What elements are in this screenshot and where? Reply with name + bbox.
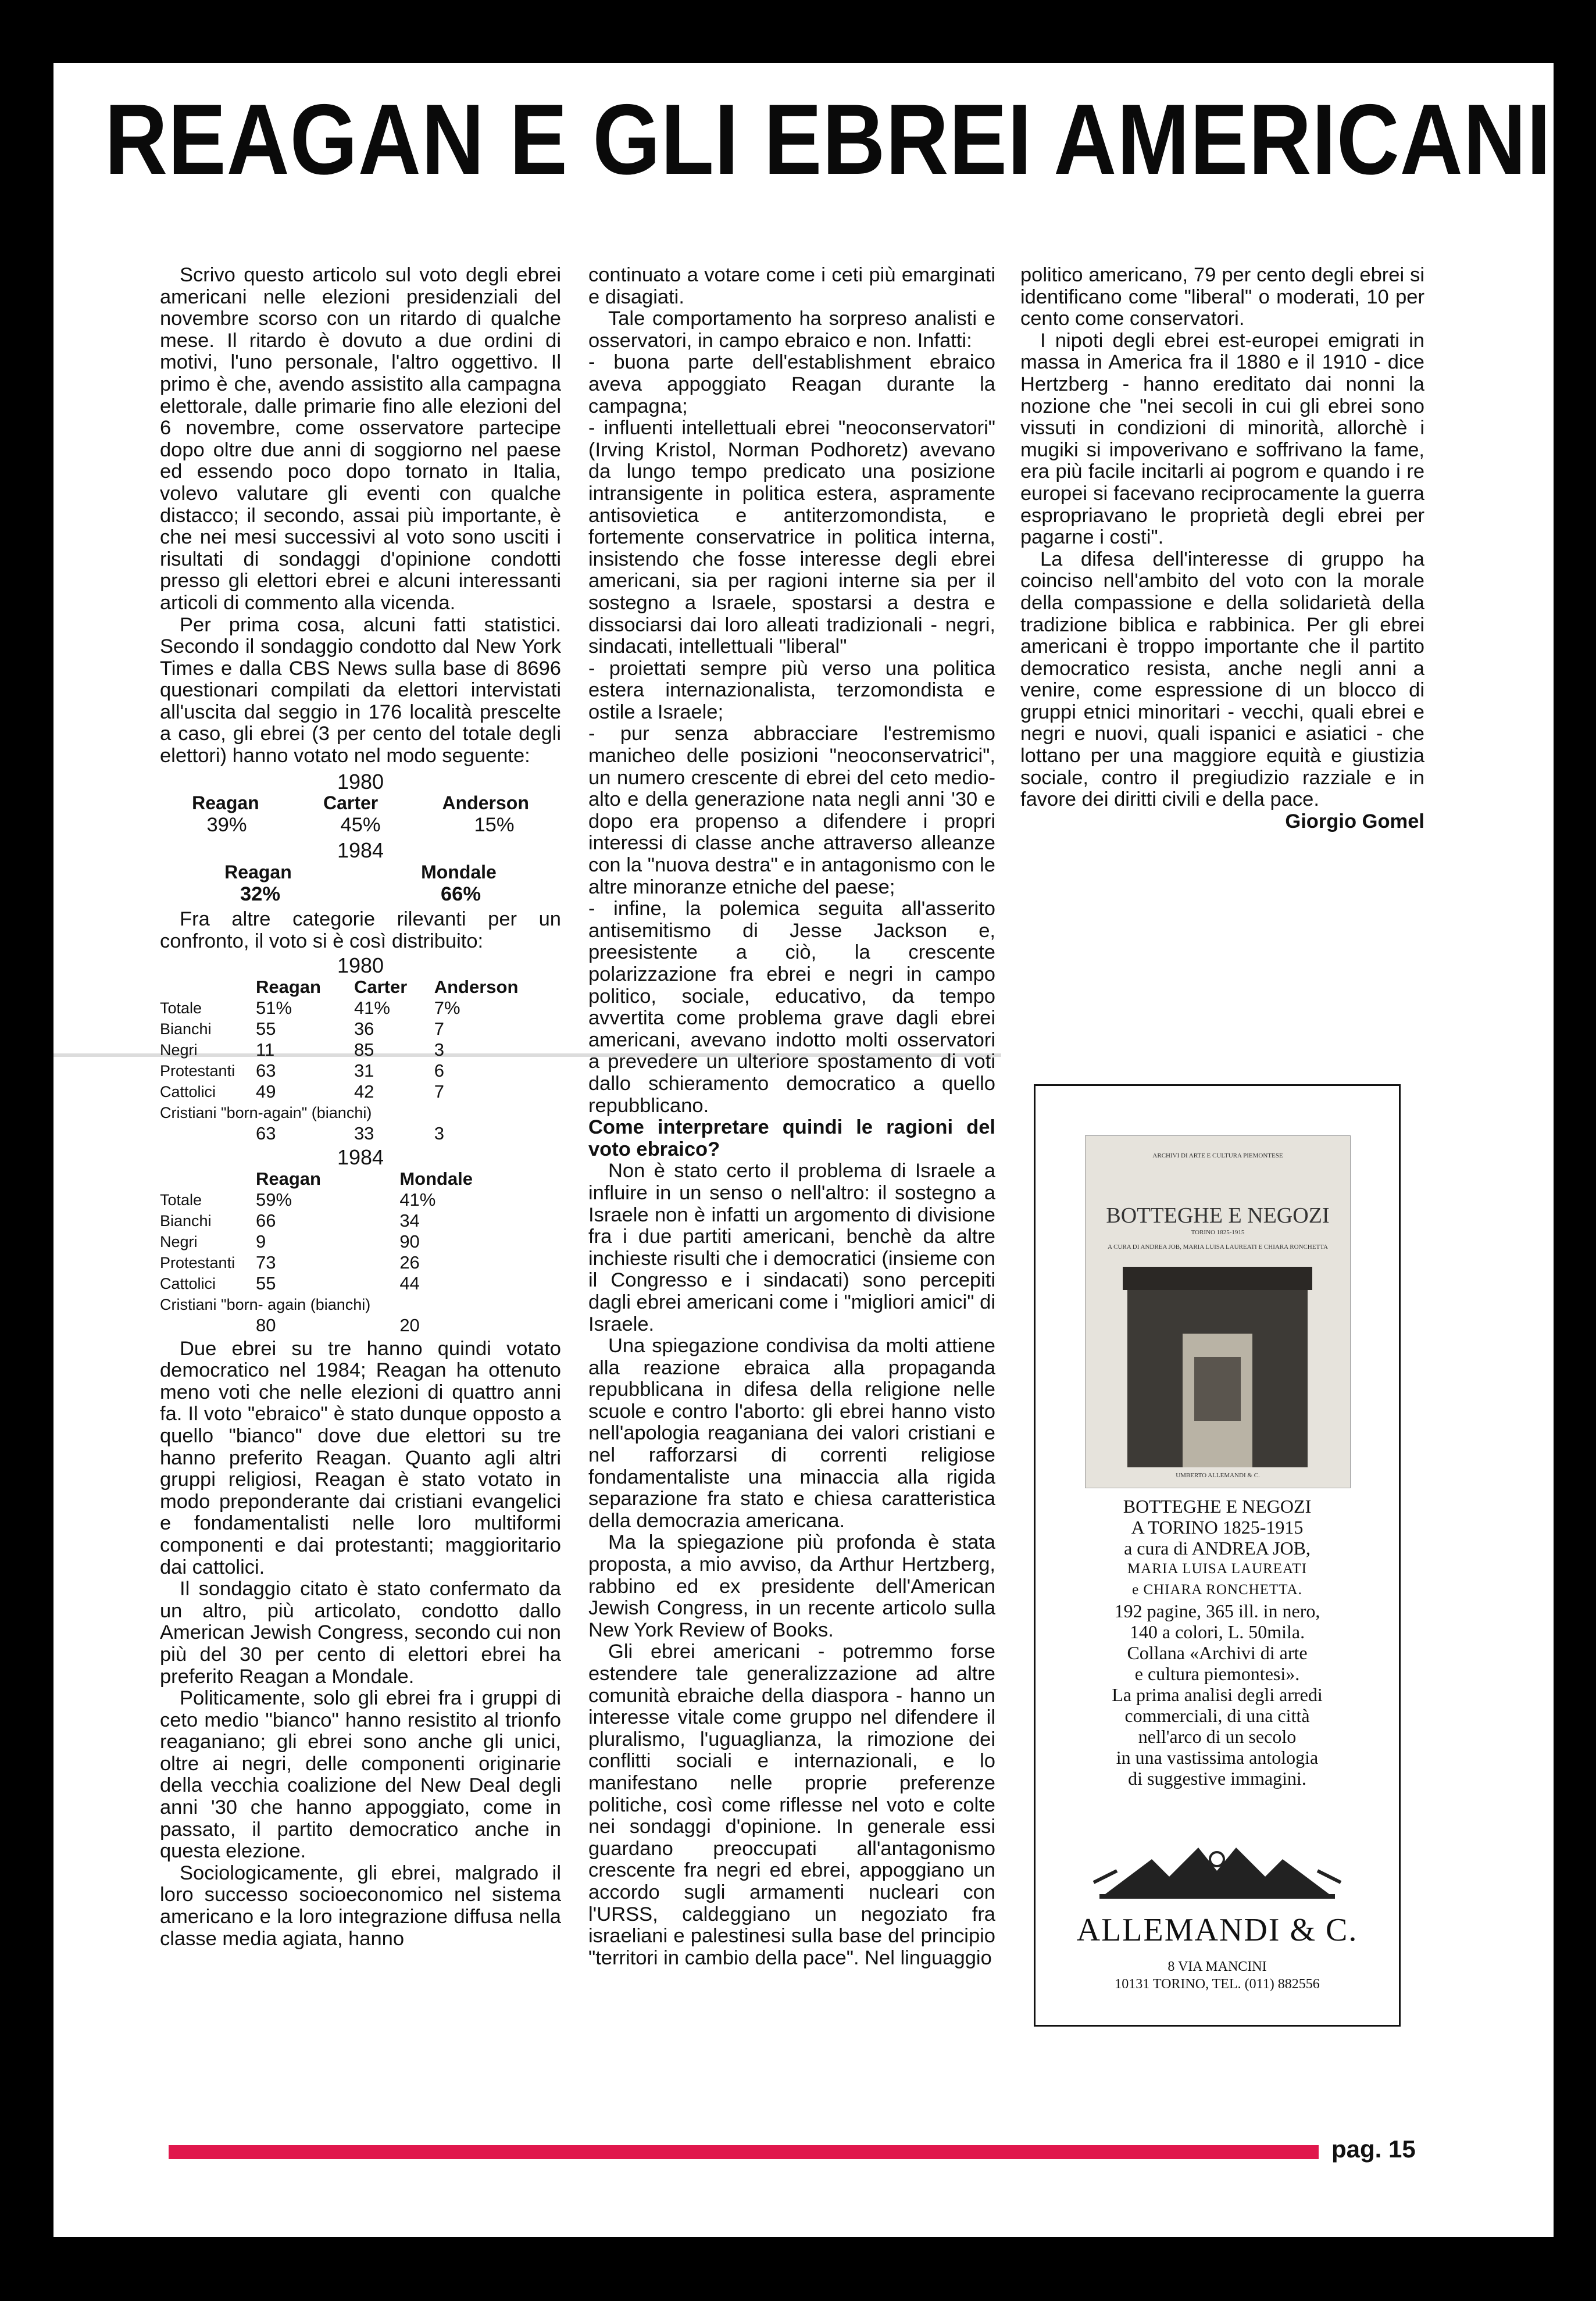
paragraph: Sociologicamente, gli ebrei, malgrado il loro successo socioeconomico nel sistema americano e la loro integrazione diffusa nella classe media agiata, hanno [160,1861,561,1950]
candidate-name: Reagan [224,862,292,883]
ad-line: di suggestive immagini. [1128,1768,1306,1789]
cell: 66 [256,1210,276,1231]
candidate-name: Anderson [442,792,529,814]
row-label: Bianchi [160,1020,212,1038]
vote-percent: 32% [240,882,281,905]
row-label: Cattolici [160,1274,216,1292]
column-header: Reagan [256,1168,321,1189]
table-row [160,1273,561,1294]
ad-line: commerciali, di una città [1124,1705,1310,1726]
cell: 80 [256,1314,276,1335]
cell: 85 [354,1039,374,1060]
cell: 41% [399,1189,436,1210]
paragraph: Il sondaggio citato è stato confermato da un altro, più articolato, condotto dallo American Jewish Congress, secondo cui non più del 30 per cento di elettori ebrei ha preferito Reagan a Mondale. [160,1578,561,1688]
page-number: pag. 15 [1331,2135,1416,2163]
row-label: Cristiani "born- again (bianchi) [160,1295,371,1313]
ad-line: BOTTEGHE E NEGOZI [1123,1496,1312,1517]
table-row [160,1123,561,1144]
row-label: Cattolici [160,1083,216,1101]
cell: 59% [256,1189,292,1210]
row-label: Totale [160,1191,202,1209]
list-item: - influenti intellettuali ebrei "neoconservatori" (Irving Kristol, Norman Podhoretz) avevano da lungo tempo predicato una posizione intransigente in politica estera, aspramente antisovietica e antiterzomondista, e fortemente conservatrice in politica interna, insistendo che fosse interesse degli ebrei americani, sia per ragioni interne sia per il sostegno a Israele, spostarsi a destra e dissociarsi dai loro alleati tradizionali - negri, sindacati, intellettuali "liberal" [588,417,995,658]
row-label: Cristiani "born-again" (bianchi) [160,1104,372,1121]
cell: 26 [399,1252,420,1273]
candidate-name: Mondale [421,862,497,883]
column-header: Mondale [399,1168,473,1189]
article-title: REAGAN E GLI EBREI AMERICANI [105,84,1552,195]
cell: 9 [256,1231,266,1252]
ad-line: 192 pagine, 365 ill. in nero, [1114,1600,1320,1621]
row-label: Protestanti [160,1062,235,1080]
cell: 63 [256,1060,276,1081]
cell: 73 [256,1252,276,1273]
row-label: Totale [160,999,202,1017]
cell: 44 [399,1273,420,1294]
paragraph: Scrivo questo articolo sul voto degli ebrei americani nelle elezioni presidenziali del novembre scorso con un ritardo di qualche mese. Il ritardo è dovuto a due ordini di motivi, l'uno personale, l'altro oggettivo. Il primo è che, avendo assistito alla campagna elettorale, dalle primarie fino alle elezioni del 6 novembre, come osservatore partecipe dopo oltre due anni di soggiorno nel paese ed essendo poco dopo tornato in Italia, volevo valutare gli eventi con qualche distacco; il secondo, assai più importante, è che nei mesi successivi al voto sono usciti i risultati di sondaggi d'opinione condotti presso gli elettori ebrei e alcuni interessanti articoli di commento alla vicenda. [160,264,561,614]
cover-series-label: ARCHIVI DI ARTE E CULTURA PIEMONTESE [1152,1152,1283,1159]
cell: 3 [434,1039,444,1060]
ad-line: MARIA LUISA LAUREATI [1127,1561,1307,1577]
cell: 90 [399,1231,420,1252]
cell: 11 [256,1039,275,1060]
address-line: 8 VIA MANCINI [1167,1959,1267,1974]
table-row [160,1081,561,1102]
cell: 33 [354,1123,374,1144]
column-header: Anderson [434,977,519,997]
shop-doorway-illustration [1127,1267,1308,1467]
ad-line: La prima analisi degli arredi [1112,1684,1323,1705]
paragraph: continuato a votare come i ceti più emarginati e disagiati. [588,264,995,308]
table-year: 1984 [337,838,384,863]
ad-line: e cultura piemontesi». [1134,1663,1300,1684]
vote-percent: 66% [440,882,481,905]
emblem-ornament-icon [1082,1836,1352,1906]
table-row [160,1252,561,1273]
table-row [160,1294,561,1315]
ad-line: A TORINO 1825-1915 [1131,1517,1304,1538]
table-row [160,998,561,1019]
publisher-address [1036,1958,1399,1993]
cell: 7 [434,1081,444,1102]
ad-line: a cura di ANDREA JOB, [1124,1538,1311,1559]
paragraph: Politicamente, solo gli ebrei fra i gruppi di ceto medio "bianco" hanno resistito al trionfo reaganiano; gli ebrei sono anche gli unici, oltre ai negri, delle componenti originarie della vecchia coalizione del New Deal degli anni '30 che hanno appoggiato, come in passato, il partito democratico anche in questa elezione. [160,1687,561,1863]
row-label: Bianchi [160,1212,212,1230]
vote-summary-1980 [160,771,561,837]
cover-title: BOTTEGHE E NEGOZI [1106,1203,1330,1228]
row-label: Protestanti [160,1253,235,1271]
address-line: 10131 TORINO, TEL. (011) 882556 [1115,1977,1320,1992]
footer-accent-bar [169,2145,1319,2159]
cell: 55 [256,1019,276,1039]
cover-credit: A CURA DI ANDREA JOB, MARIA LUISA LAUREATI E CHIARA RONCHETTA [1108,1244,1328,1250]
table-row [160,1039,561,1060]
vote-summary-1984 [160,839,561,905]
article-column-2 [588,265,995,1969]
paragraph: La difesa dell'interesse di gruppo ha coinciso nell'ambito del voto con la morale della compassione e della solidarietà della tradizione biblica e rabbinica. Per gli ebrei americani è troppo importante che il partito democratico resista, anche negli anni a venire, come espressione di un blocco di gruppi etnici minoritari - vecchi, quali ebrei e negri e nuovi, quali ispanici e asiatici - che lottano per una maggiore equità e giustizia sociale, contro il pregiudizio razziale e in favore dei diritti civili e della pace. [1020,548,1424,811]
paragraph: Tale comportamento ha sorpreso analisti e osservatori, in campo ebraico e non. Infatti: [588,308,995,352]
list-item: - infine, la polemica seguita all'asserito antisemitismo di Jesse Jackson e, preesistente a ciò, la crescente polarizzazione fra ebrei e negri in campo politico, sociale, educativo, da tempo avvertita come problema grave dagli ebrei americani, avevano indotto molti osservatori a prevedere un ulteriore spostamento di voti dallo schieramento democratico a quello repubblicano. [588,898,995,1117]
cell: 6 [434,1060,444,1081]
list-item: - pur senza abbracciare l'estremismo manicheo delle posizioni "neoconservatrici", un numero crescente di ebrei del ceto medio-alto e della generazione nata negli anni '30 e dopo era propenso a difendere i propri interessi di classe anche attraverso alleanze con la "nuova destra" e in antagonismo con le altre minoranze etniche del paese; [588,723,995,898]
row-label: Negri [160,1041,198,1059]
cell: 63 [256,1123,276,1144]
list-item: - proiettati sempre più verso una politica estera internazionalista, terzomondista e ostile a Israele; [588,657,995,723]
ad-line: Collana «Archivi di arte [1127,1642,1308,1663]
category-table-1980 [160,955,561,1144]
row-label: Negri [160,1232,198,1250]
paragraph: Ma la spiegazione più profonda è stata proposta, a mio avviso, da Arthur Hertzberg, rabbino ed ex presidente dell'American Jewish Congress, in un recente articolo sulla New York Review of Books. [588,1531,995,1641]
vote-percent: 15% [474,813,515,836]
ad-description [1036,1496,1399,1789]
paragraph: Fra altre categorie rilevanti per un confronto, il voto si è così distribuito: [160,908,561,952]
cell: 20 [399,1314,420,1335]
vote-table [160,977,561,1144]
book-advertisement [1034,1084,1401,2027]
cell: 51% [256,998,292,1018]
paragraph: Gli ebrei americani - potremmo forse estendere tale generalizzazione ad altre comunità ebraiche della diaspora - hanno un interesse vitale come gruppo nel difendere il pluralismo, l'uguaglianza, la rimozione dei conflitti sociali e internazionali, e lo manifestano nelle proprie preferenze politiche, così come riflesse nel voto e colte nei sondaggi d'opinione. In generale essi guardano preoccupati all'antagonismo crescente fra negri ed ebrei, appoggiano un accordo sugli armamenti nucleari con l'URSS, caldeggiano un negoziato fra israeliani e palestinesi sulla base del principio "territori in cambio della pace". Nel linguaggio [588,1641,995,1969]
paragraph: Non è stato certo il problema di Israele a influire in un senso o nell'altro: il sostegno a Israele non è infatti un argomento di divisione fra i due partiti americani, benchè da altre inchieste risulti che i democratici (insieme con il Congresso e i sindacati) sono percepiti dagli ebrei americani come i "migliori amici" di Israele. [588,1160,995,1335]
publisher-name: ALLEMANDI & C. [1076,1912,1358,1948]
book-cover-image [1085,1135,1351,1488]
category-table-1984 [160,1146,561,1336]
cell: 7% [434,998,460,1018]
table-row [160,1019,561,1039]
table-row [160,1315,561,1336]
cover-publisher: UMBERTO ALLEMANDI & C. [1176,1472,1260,1479]
ad-line: 140 a colori, L. 50mila. [1129,1621,1305,1642]
cell: 41% [354,998,390,1018]
candidate-name: Carter [323,792,379,814]
table-year: 1980 [337,769,384,794]
section-heading: Come interpretare quindi le ragioni del voto ebraico? [588,1116,995,1160]
cell: 31 [354,1060,374,1081]
table-year: 1984 [337,1145,384,1169]
cell: 3 [434,1123,444,1144]
table-row [160,1102,561,1123]
ad-line: nell'arco di un secolo [1138,1726,1297,1747]
cell: 36 [354,1019,374,1039]
cell: 7 [434,1019,444,1039]
paragraph: Una spiegazione condivisa da molti attiene alla reazione ebraica alla propaganda repubblicana in difesa della religione nelle scuole e contro l'aborto: gli ebrei hanno visto nell'apologia reaganiana dei valori cristiani e nel rafforzarsi di correnti religiose fondamentaliste una minaccia alla rigida separazione fra stato e chiesa caratteristica della democrazia americana. [588,1335,995,1532]
cell: 55 [256,1273,276,1294]
table-year: 1980 [337,953,384,978]
cell: 42 [354,1081,374,1102]
ad-line: in una vastissima antologia [1116,1747,1319,1768]
candidate-name: Reagan [192,792,259,814]
list-item: - buona parte dell'establishment ebraico aveva appoggiato Reagan durante la campagna; [588,351,995,417]
table-row [160,1231,561,1252]
table-row [160,1189,561,1210]
cover-subtitle: TORINO 1825-1915 [1191,1229,1245,1236]
table-row [160,1210,561,1231]
column-header: Reagan [256,977,321,997]
ad-line: e CHIARA RONCHETTA. [1132,1582,1302,1598]
article-column-3 [1020,265,1424,832]
article-column-1 [160,265,561,1950]
paragraph: Due ebrei su tre hanno quindi votato democratico nel 1984; Reagan ha ottenuto meno voti che nelle elezioni di quattro anni fa. Il voto "ebraico" è stato dunque opposto a quello "bianco" dove due elettori su tre hanno preferito Reagan. Quanto agli altri gruppi religiosi, Reagan è stato votato in modo preponderante dai cristiani evangelici e fondamentalisti nelle loro multiformi componenti e dai protestanti; maggioritario dai cattolici. [160,1337,561,1578]
cell: 49 [256,1081,276,1102]
author-signature: Giorgio Gomel [1285,810,1424,832]
paragraph: politico americano, 79 per cento degli ebrei si identificano come "liberal" o moderati, 10 per cento come conservatori. [1020,264,1424,330]
cell: 34 [399,1210,420,1231]
column-header: Carter [354,977,408,997]
paragraph: I nipoti degli ebrei est-europei emigrati in massa in America fra il 1880 e il 1910 - dice Hertzberg - hanno ereditato dai nonni la nozione che "nei secoli in cui gli ebrei sono vissuti in condizioni di minorità, allorchè i mugiki si impoverivano e soffrivano la fame, era più facile incitarli ai pogrom e quando i re europei si facevano reciprocamente la guerra espropriavano le proprietà degli ebrei per pagarne i costi". [1020,329,1424,549]
paragraph: Per prima cosa, alcuni fatti statistici. Secondo il sondaggio condotto dal New York Times e dalla CBS News sulla base di 8696 questionari compilati da elettori intervistati all'uscita dal seggio in 176 località prescelte a caso, gli ebrei (3 per cento del totale degli elettori) hanno votato nel modo seguente: [160,613,561,767]
vote-percent: 45% [340,813,381,836]
vote-percent: 39% [206,813,247,836]
vote-table [160,1169,561,1336]
table-row [160,1060,561,1081]
